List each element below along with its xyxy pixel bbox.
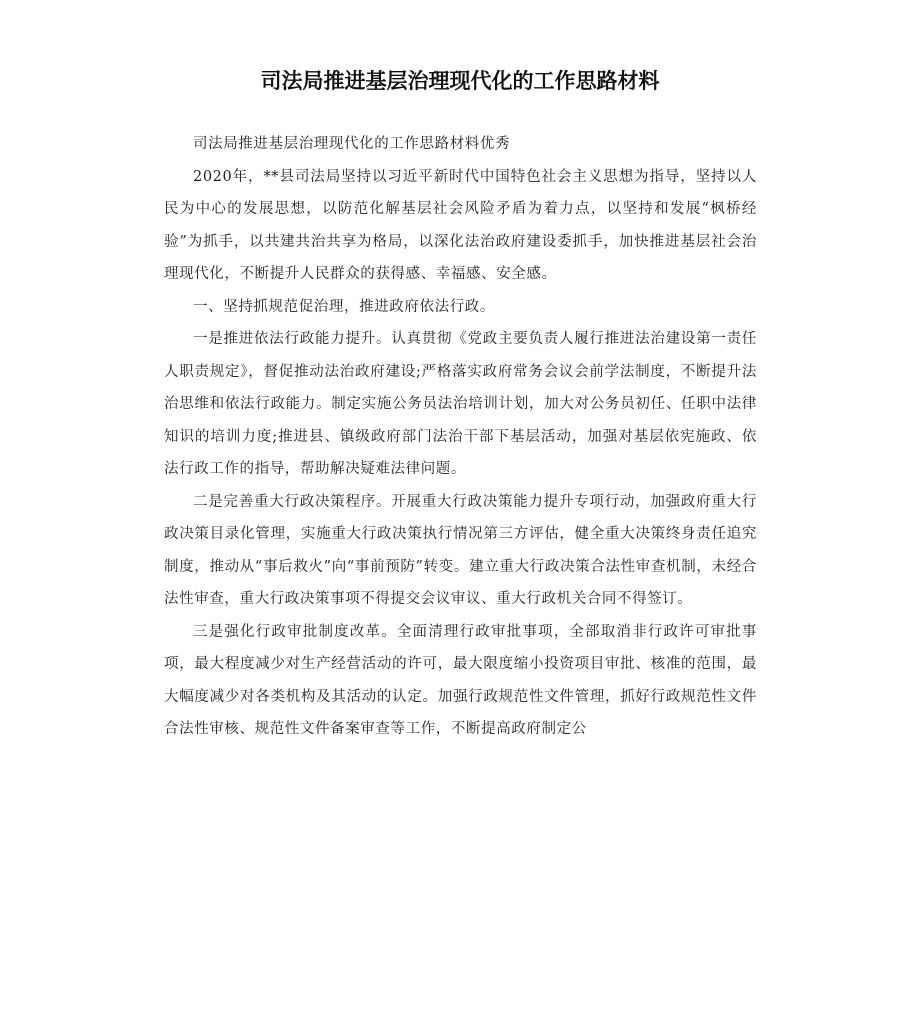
intro-paragraph: 2020年，**县司法局坚持以习近平新时代中国特色社会主义思想为指导，坚持以人民为中心的发展思想，以防范化解基层社会风险矛盾为着力点，以坚持和发展“枫桥经验”为抓手，以共建共治共享为格局，以深化法治政府建设委抓手，加快推进基层社会治理现代化，不断提升人民群众的获得感、幸福感、安全感。 xyxy=(164,168,757,282)
body-paragraph: 二是完善重大行政决策程序。开展重大行政决策能力提升专项行动，加强政府重大行政决策目录化管理，实施重大行政决策执行情况第三方评估，健全重大决策终身责任追究制度，推动从“事后救火”向“事前预防”转变。建立重大行政决策合法性审查机制，未经合法性审查，重大行政决策事项不得提交会议审议、重大行政机关合同不得签订。 xyxy=(164,493,757,607)
subtitle-paragraph: 司法局推进基层治理现代化的工作思路材料优秀 xyxy=(193,136,511,152)
section-heading: 一、坚持抓规范促治理，推进政府依法行政。 xyxy=(193,298,495,315)
document-title: 司法局推进基层治理现代化的工作思路材料 xyxy=(260,69,660,93)
body-paragraph: 一是推进依法行政能力提升。认真贯彻《党政主要负责人履行推进法治建设第一责任人职责规定》，督促推动法治政府建设;严格落实政府常务会议会前学法制度，不断提升法治思维和依法行政能力。制定实施公务员法治培训计划，加大对公务员初任、任职中法律知识的培训力度;推进县、镇级政府部门法治干部下基层活动，加强对基层依宪施政、依法行政工作的指导，帮助解决疑难法律问题。 xyxy=(164,331,757,477)
body-paragraph: 三是强化行政审批制度改革。全面清理行政审批事项，全部取消非行政许可审批事项，最大程度减少对生产经营活动的许可，最大限度缩小投资项目审批、核准的范围，最大幅度减少对各类机构及其活动的认定。加强行政规范性文件管理，抓好行政规范性文件合法性审核、规范性文件备案审查等工作，不断提高政府制定公 xyxy=(164,623,757,737)
document-body xyxy=(164,128,757,746)
